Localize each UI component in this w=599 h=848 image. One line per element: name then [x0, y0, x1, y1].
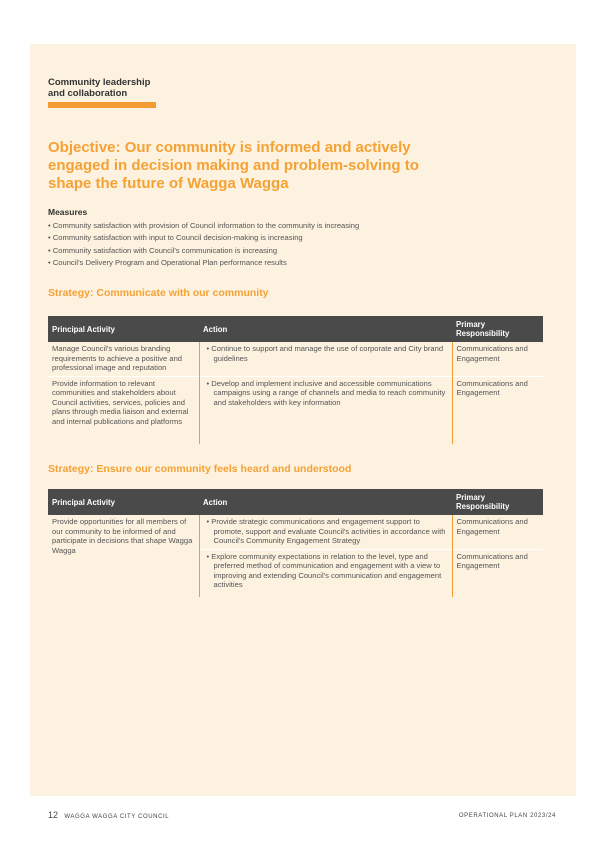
activity-cell: Manage Council's various branding requirements to achieve a positive and professional image and reputation: [48, 342, 199, 376]
strategy2-table: [48, 489, 543, 597]
action-cell: • Provide strategic communications and engagement support to promote, support and evaluate Council's activities in accordance with Council's Community Engagement Strategy: [199, 515, 452, 549]
measures-list: [48, 220, 359, 270]
responsibility-cell: Communications and Engagement: [452, 549, 543, 597]
strategy1-title: Strategy: Communicate with our community: [48, 287, 269, 299]
measure-item: • Community satisfaction with input to Council decision-making is increasing: [48, 232, 359, 244]
header-principal-activity: Principal Activity: [48, 316, 199, 342]
measure-item: • Council's Delivery Program and Operational Plan performance results: [48, 257, 359, 269]
action-cell: • Develop and implement inclusive and accessible communications campaigns using a range of channels and media to reach community and stakeholders with key information: [199, 376, 452, 444]
activity-cell: Provide opportunities for all members of our community to be informed of and participate in decisions that shape Wagga Wagga: [48, 515, 199, 597]
table-row: [48, 342, 543, 376]
measure-item: • Community satisfaction with Council's communication is increasing: [48, 245, 359, 257]
table-header-row: [48, 316, 543, 342]
measure-item: • Community satisfaction with provision of Council information to the community is increasing: [48, 220, 359, 232]
action-cell: • Continue to support and manage the use of corporate and City brand guidelines: [199, 342, 452, 376]
section-label: [48, 78, 150, 99]
table-row: [48, 515, 543, 549]
measures-title: Measures: [48, 207, 88, 217]
objective-heading: Objective: Our community is informed and actively engaged in decision making and problem-solving to shape the future of Wagga Wagga: [48, 139, 419, 192]
section-label-line1: Community leadership: [48, 77, 151, 88]
footer-left: [48, 810, 169, 820]
table-header-row: [48, 489, 543, 515]
action-cell: • Explore community expectations in relation to the level, type and preferred method of communication and engagement with a view to improving and extending Council's communication and engagement activities: [199, 549, 452, 597]
activity-cell: Provide information to relevant communities and stakeholders about Council activities, services, policies and plans through media liaison and external and internal publications and platforms: [48, 376, 199, 444]
responsibility-cell: Communications and Engagement: [452, 342, 543, 376]
section-label-line2: and collaboration: [48, 87, 128, 99]
header-principal-activity: Principal Activity: [48, 489, 199, 515]
strategy1-table: [48, 316, 543, 444]
responsibility-cell: Communications and Engagement: [452, 376, 543, 444]
header-primary-responsibility: Primary Responsibility: [452, 316, 543, 342]
strategy2-title: Strategy: Ensure our community feels heard and understood: [48, 463, 352, 475]
footer-organisation: WAGGA WAGGA CITY COUNCIL: [64, 814, 170, 820]
header-primary-responsibility: Primary Responsibility: [452, 489, 543, 515]
table-row: [48, 376, 543, 444]
section-accent-bar: [48, 102, 156, 108]
footer-document-title: OPERATIONAL PLAN 2023/24: [458, 813, 556, 819]
page-number: 12: [48, 810, 59, 820]
header-action: Action: [199, 489, 452, 515]
responsibility-cell: Communications and Engagement: [452, 515, 543, 549]
header-action: Action: [199, 316, 452, 342]
